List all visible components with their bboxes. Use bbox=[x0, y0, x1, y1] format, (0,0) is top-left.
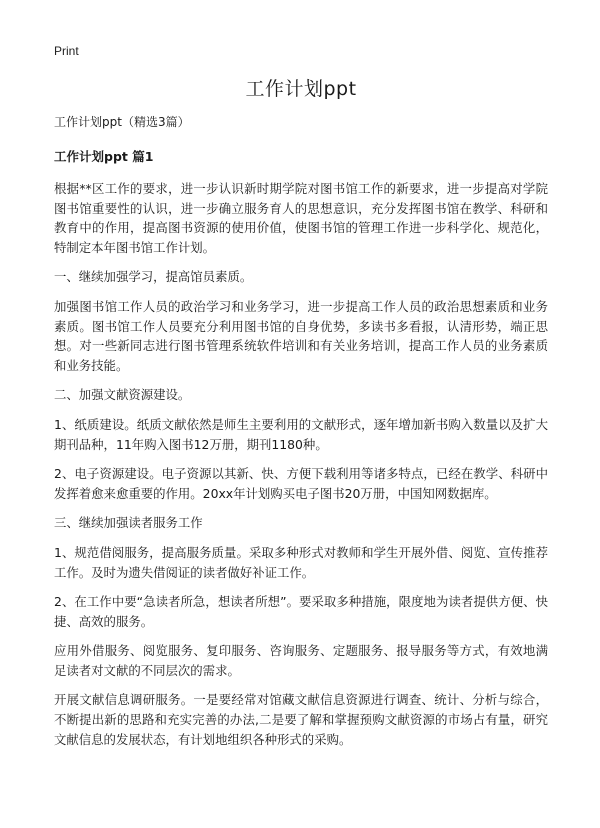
document-title: 工作计划ppt bbox=[245, 78, 357, 100]
paragraph-heading-1: 一、继续加强学习，提高馆员素质。 bbox=[54, 269, 253, 285]
paragraph-electronic-resources: 2、电子资源建设。电子资源以其新、快、方便下载利用等诸多特点，已经在教学、科研中发挥着愈来愈重要的作用。20xx年计划购买电子图书20万册，中国知网数据库。 bbox=[54, 466, 548, 501]
section-heading: 工作计划ppt 篇1 bbox=[54, 149, 154, 164]
paragraph-staff-training: 加强图书馆工作人员的政治学习和业务学习，进一步提高工作人员的政治思想素质和业务素质。图书馆工作人员要充分利用图书馆的自身优势，多读书多看报，认清形势，端正思想。对一些新同志进行图书管理系统软件培训和有关业务培训，提高工作人员的业务素质和业务技能。 bbox=[54, 298, 548, 373]
document-subtitle: 工作计划ppt（精选3篇） bbox=[54, 115, 190, 129]
paragraph-print-resources: 1、纸质建设。纸质文献依然是师生主要利用的文献形式，逐年增加新书购入数量以及扩大期刊品种，11年购入图书12万册，期刊1180种。 bbox=[54, 416, 548, 452]
print-label: Print bbox=[54, 44, 79, 58]
paragraph-reader-first: 2、在工作中要“急读者所急，想读者所想”。要采取多种措施，限度地为读者提供方便、快捷、高效的服务。 bbox=[54, 594, 548, 629]
paragraph-research-service: 开展文献信息调研服务。一是要经常对馆藏文献信息资源进行调查、统计、分析与综合，不断提出新的思路和充实完善的办法,二是要了解和掌握预购文献资源的市场占有量，研究文献信息的发展状态，有计划地组织各种形式的采购。 bbox=[54, 692, 548, 747]
paragraph-service-modes: 应用外借服务、阅览服务、复印服务、咨询服务、定题服务、报导服务等方式，有效地满足读者对文献的不同层次的需求。 bbox=[54, 643, 548, 678]
paragraph-heading-2: 二、加强文献资源建设。 bbox=[54, 387, 191, 403]
paragraph-lending-service: 1、规范借阅服务，提高服务质量。采取多种形式对教师和学生开展外借、阅览、宣传推荐工作。及时为遗失借阅证的读者做好补证工作。 bbox=[54, 544, 548, 580]
paragraph-intro: 根据**区工作的要求，进一步认识新时期学院对图书馆工作的新要求，进一步提高对学院图书馆重要性的认识，进一步确立服务育人的思想意识，充分发挥图书馆在教学、科研和教育中的作用，提高图书资源的使用价值，使图书馆的管理工作进一步科学化、规范化，特制定本年图书馆工作计划。 bbox=[54, 181, 548, 255]
paragraph-heading-3: 三、继续加强读者服务工作 bbox=[54, 515, 203, 531]
